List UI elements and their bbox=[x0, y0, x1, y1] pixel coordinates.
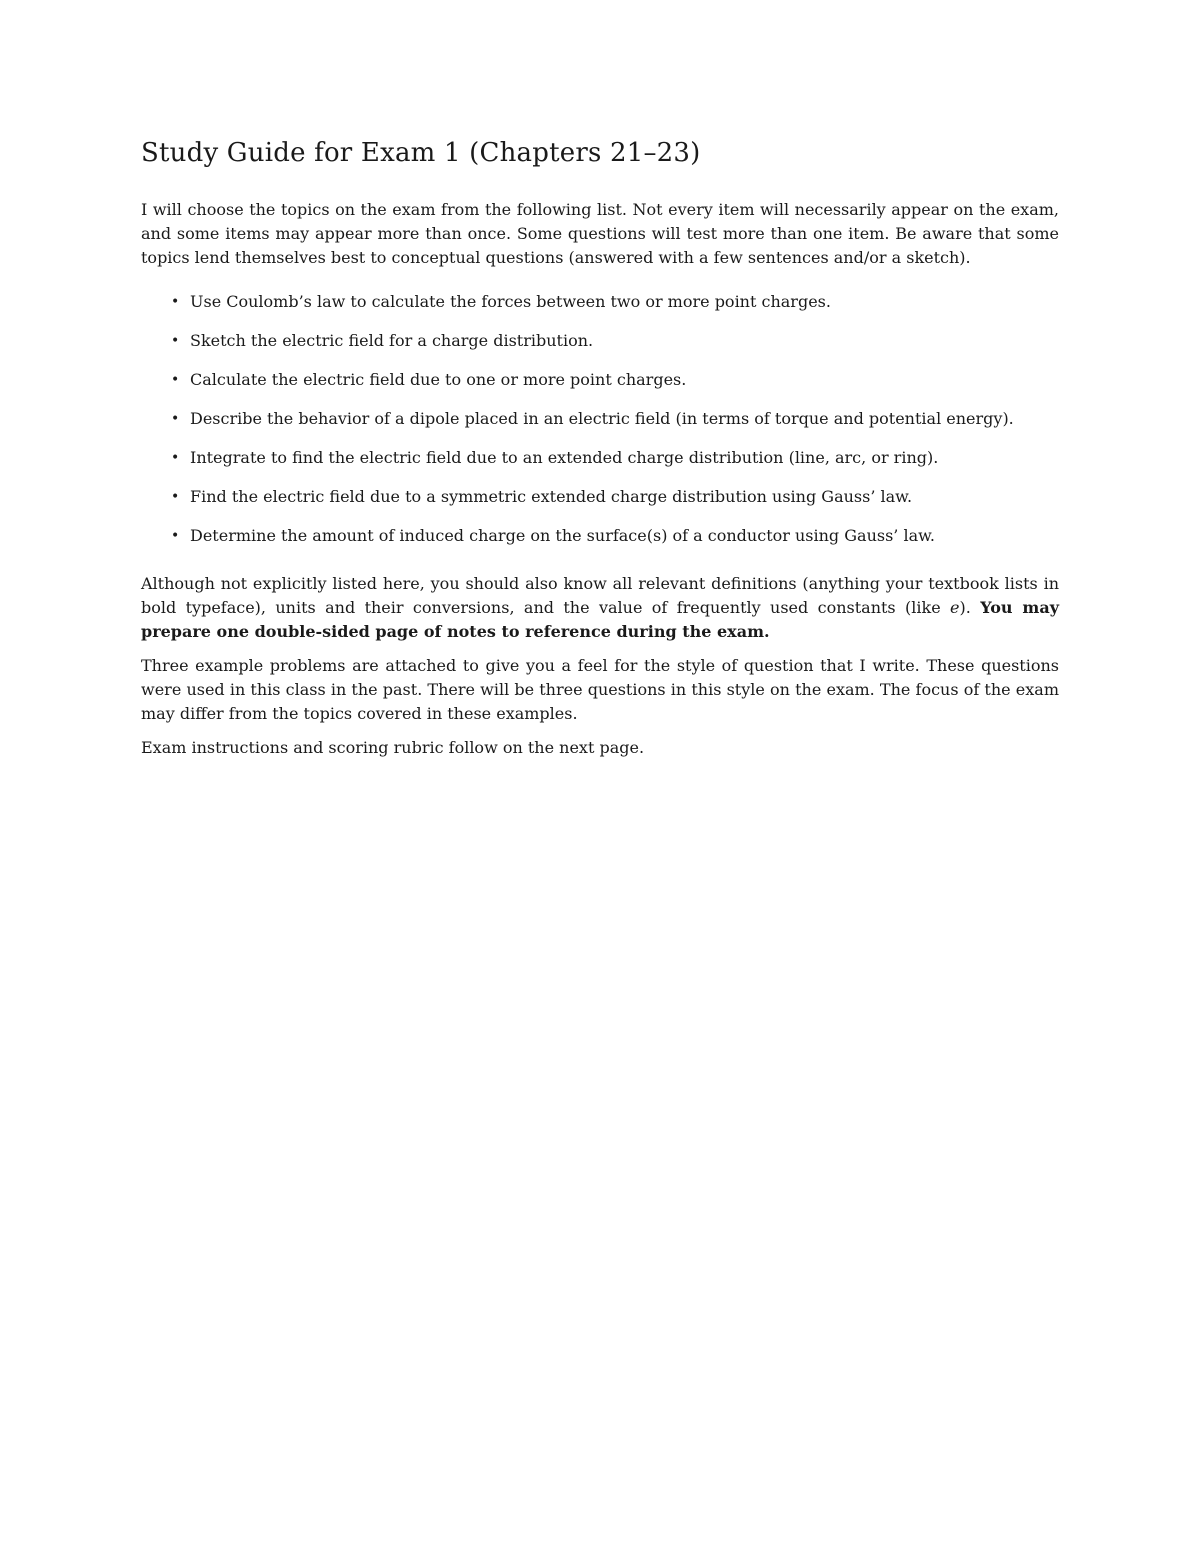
document-page bbox=[141, 138, 1059, 770]
definitions-text: Although not explicitly listed here, you should also know all relevant definitions (anything your textbook lists in bold typeface), units and their conversions, and the value of frequently used constants (like bbox=[141, 574, 1059, 617]
definitions-paragraph bbox=[141, 572, 1059, 644]
definitions-text-end: ). bbox=[959, 598, 981, 617]
topic-text: Calculate the electric field due to one or more point charges. bbox=[190, 370, 687, 389]
list-item bbox=[141, 485, 1059, 509]
constant-symbol: e bbox=[950, 598, 960, 617]
instructions-paragraph: Exam instructions and scoring rubric follow on the next page. bbox=[141, 738, 645, 757]
bullet-icon: • bbox=[171, 489, 180, 505]
topic-text: Describe the behavior of a dipole placed in an electric field (in terms of torque and potential energy). bbox=[190, 409, 1014, 428]
list-item bbox=[141, 329, 1059, 353]
list-item bbox=[141, 290, 1059, 314]
topic-text: Determine the amount of induced charge on the surface(s) of a conductor using Gauss’ law. bbox=[190, 526, 936, 545]
bullet-icon: • bbox=[171, 372, 180, 388]
bullet-icon: • bbox=[171, 450, 180, 466]
topic-text: Find the electric field due to a symmetric extended charge distribution using Gauss’ law. bbox=[190, 487, 913, 506]
list-item bbox=[141, 407, 1059, 431]
list-item bbox=[141, 446, 1059, 470]
document-title: Study Guide for Exam 1 (Chapters 21–23) bbox=[141, 138, 701, 168]
bullet-icon: • bbox=[171, 294, 180, 310]
intro-paragraph: I will choose the topics on the exam from the following list. Not every item will necessarily appear on the exam, and some items may appear more than once. Some questions will test more than one item. Be aware that some topics lend themselves best to conceptual questions (answered with a few sentences and/or a sketch). bbox=[141, 200, 1059, 267]
topic-text: Sketch the electric field for a charge distribution. bbox=[190, 331, 594, 350]
list-item bbox=[141, 524, 1059, 548]
list-item bbox=[141, 368, 1059, 392]
notes-allowance: You may prepare one double-sided page of notes to reference during the exam. bbox=[141, 598, 1059, 641]
bullet-icon: • bbox=[171, 528, 180, 544]
bullet-icon: • bbox=[171, 333, 180, 349]
topic-text: Use Coulomb’s law to calculate the forces between two or more point charges. bbox=[190, 292, 831, 311]
topic-text: Integrate to find the electric field due to an extended charge distribution (line, arc, or ring). bbox=[190, 448, 939, 467]
bullet-icon: • bbox=[171, 411, 180, 427]
topic-list bbox=[141, 290, 1059, 548]
examples-paragraph: Three example problems are attached to give you a feel for the style of question that I write. These questions were used in this class in the past. There will be three questions in this style on the exam. The focus of the exam may differ from the topics covered in these examples. bbox=[141, 656, 1059, 723]
